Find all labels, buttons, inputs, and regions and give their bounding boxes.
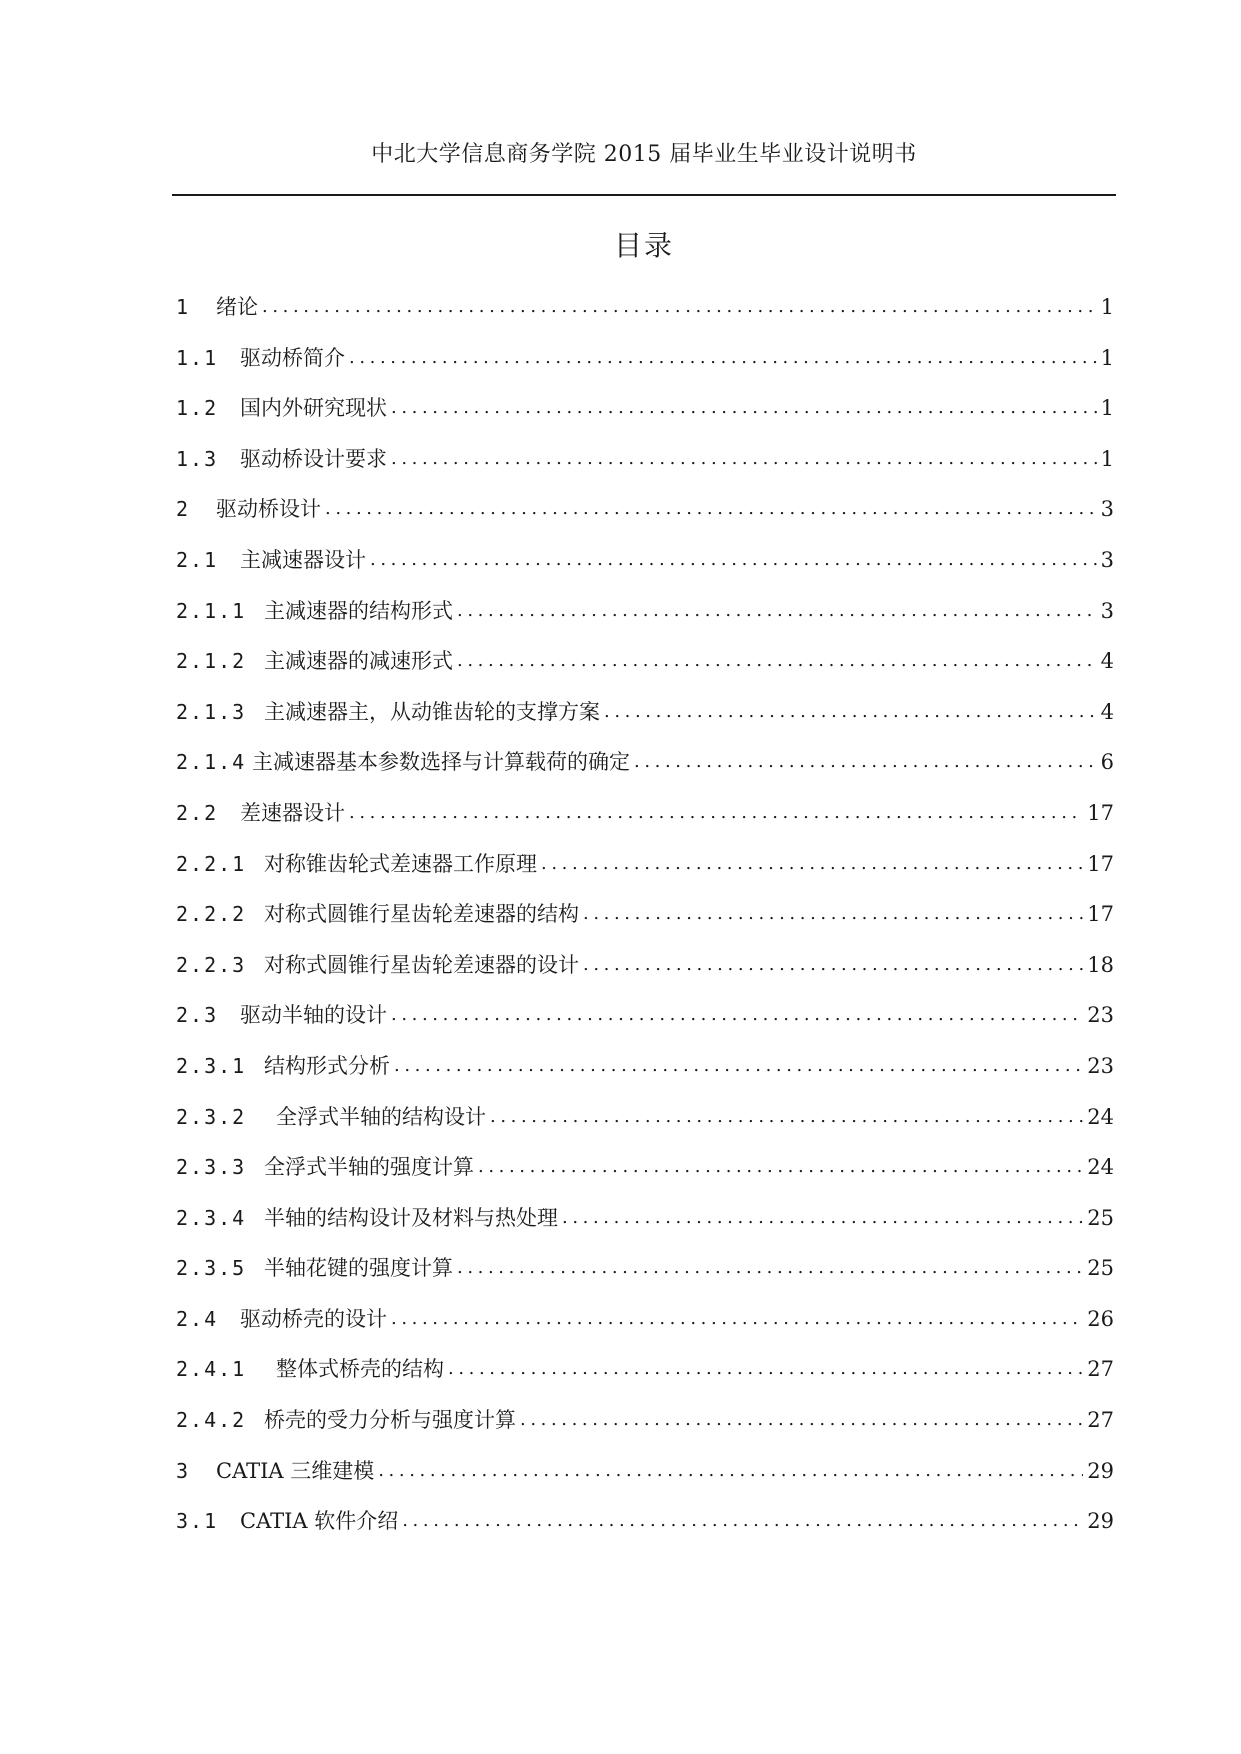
toc-entry-number: 2.3 <box>176 1003 219 1028</box>
toc-entry-number: 2.3.2 <box>176 1104 247 1129</box>
toc-dot-leader <box>634 745 1097 779</box>
toc-entry-title: 半轴花键的强度计算 <box>264 1256 453 1281</box>
toc-entry[interactable] <box>176 695 1114 746</box>
toc-entry-number: 1.2 <box>176 396 219 421</box>
toc-entry[interactable] <box>176 492 1114 543</box>
toc-entry-page: 23 <box>1087 1053 1114 1078</box>
toc-entry[interactable] <box>176 1251 1114 1302</box>
page-header: 中北大学信息商务学院 2015 届毕业生毕业设计说明书 <box>371 142 917 167</box>
toc-entry-page: 3 <box>1100 547 1114 572</box>
toc-dot-leader <box>604 695 1097 729</box>
toc-entry-title: 半轴的结构设计及材料与热处理 <box>264 1205 558 1230</box>
toc-entry[interactable] <box>176 1100 1114 1151</box>
toc-entry-title: 驱动桥设计要求 <box>240 446 387 471</box>
toc-dot-leader <box>520 1403 1083 1437</box>
toc-dot-leader <box>457 1251 1083 1285</box>
toc-entry-page: 3 <box>1100 598 1114 623</box>
toc-entry[interactable] <box>176 745 1114 796</box>
toc-entry-title: 全浮式半轴的强度计算 <box>264 1155 474 1180</box>
toc-entry-title: 主减速器的减速形式 <box>264 649 453 674</box>
toc-entry-title: 绪论 <box>216 295 258 319</box>
toc-entry[interactable] <box>176 1454 1114 1505</box>
toc-entry-number: 2.1.1 <box>176 598 247 623</box>
toc-entry-number: 2.4.1 <box>176 1357 247 1382</box>
toc-entry-number: 2.1.3 <box>176 699 247 724</box>
toc-entry-title: 驱动半轴的设计 <box>240 1003 387 1028</box>
toc-entry-number: 2.3.4 <box>176 1205 247 1230</box>
toc-entry-title: 驱动桥简介 <box>240 345 345 370</box>
toc-entry-page: 4 <box>1100 649 1114 674</box>
toc-entry-number: 2.1.2 <box>176 649 247 674</box>
toc-entry-title: 桥壳的受力分析与强度计算 <box>264 1408 516 1433</box>
toc-entry-title: 国内外研究现状 <box>240 396 387 421</box>
toc-entry-page: 25 <box>1087 1256 1114 1281</box>
toc-entry-title: 整体式桥壳的结构 <box>276 1357 444 1382</box>
toc-dot-leader <box>583 897 1083 931</box>
toc-entry-title: CATIA 三维建模 <box>216 1458 375 1483</box>
toc-entry-number: 2.2.1 <box>176 851 247 876</box>
header-rule <box>172 194 1116 196</box>
toc-dot-leader <box>402 1504 1083 1538</box>
toc-entry-page: 18 <box>1087 952 1114 977</box>
toc-entry-title: 主减速器的结构形式 <box>264 598 453 623</box>
toc-entry-number: 1 <box>176 295 191 319</box>
toc-entry-page: 1 <box>1100 446 1114 471</box>
toc-entry[interactable] <box>176 391 1114 442</box>
toc-entry-page: 1 <box>1100 396 1114 421</box>
toc-entry-page: 23 <box>1087 1003 1114 1028</box>
toc-entry[interactable] <box>176 1049 1114 1100</box>
toc-entry[interactable] <box>176 341 1114 392</box>
toc-entry-title: 对称锥齿轮式差速器工作原理 <box>264 851 537 876</box>
toc-dot-leader <box>349 341 1097 375</box>
toc-entry[interactable] <box>176 543 1114 594</box>
toc-entry-title: 结构形式分析 <box>264 1053 390 1078</box>
toc-entry[interactable] <box>176 847 1114 898</box>
toc-dot-leader <box>391 998 1083 1032</box>
toc-entry[interactable] <box>176 998 1114 1049</box>
toc-dot-leader <box>457 594 1097 628</box>
toc-entry[interactable] <box>176 1302 1114 1353</box>
toc-entry-number: 3 <box>176 1458 191 1483</box>
toc-entry[interactable] <box>176 897 1114 948</box>
toc-entry[interactable] <box>176 1403 1114 1454</box>
toc-dot-leader <box>541 847 1083 881</box>
toc-entry-number: 2.4 <box>176 1306 219 1331</box>
toc-entry-number: 2.4.2 <box>176 1408 247 1433</box>
toc-dot-leader <box>349 796 1083 830</box>
toc-entry[interactable] <box>176 1201 1114 1252</box>
toc-entry[interactable] <box>176 796 1114 847</box>
toc-dot-leader <box>448 1352 1083 1386</box>
toc-entry-number: 1.1 <box>176 345 219 370</box>
toc-entry-page: 17 <box>1087 902 1114 927</box>
toc-entry-title: CATIA 软件介绍 <box>240 1509 399 1534</box>
toc-entry-number: 2.1.4 <box>176 750 247 775</box>
toc-dot-leader <box>391 442 1097 476</box>
toc-dot-leader <box>262 290 1097 324</box>
toc-dot-leader <box>391 391 1097 425</box>
toc-entry-page: 25 <box>1087 1205 1114 1230</box>
toc-entry-title: 差速器设计 <box>240 800 345 825</box>
toc-entry-page: 17 <box>1087 800 1114 825</box>
toc-dot-leader <box>394 1049 1083 1083</box>
toc-entry[interactable] <box>176 948 1114 999</box>
toc-entry-title: 主减速器设计 <box>240 547 366 572</box>
toc-entry-page: 26 <box>1087 1306 1114 1331</box>
toc-entry-number: 1.3 <box>176 446 219 471</box>
toc-entry-number: 2.3.5 <box>176 1256 247 1281</box>
toc-entry-title: 主减速器基本参数选择与计算载荷的确定 <box>252 750 630 775</box>
toc-entry-page: 29 <box>1087 1458 1114 1483</box>
toc-entry[interactable] <box>176 594 1114 645</box>
toc-entry-number: 2.3.3 <box>176 1155 247 1180</box>
toc-entry-title: 驱动桥壳的设计 <box>240 1306 387 1331</box>
toc-entry-number: 2.2.2 <box>176 902 247 927</box>
toc-dot-leader <box>478 1150 1083 1184</box>
toc-entry-number: 2.3.1 <box>176 1053 247 1078</box>
toc-entry-page: 17 <box>1087 851 1114 876</box>
toc-entry[interactable] <box>176 1504 1114 1555</box>
toc-entry-title: 全浮式半轴的结构设计 <box>276 1104 486 1129</box>
toc-dot-leader <box>370 543 1097 577</box>
toc-entry-page: 1 <box>1100 345 1114 370</box>
toc-dot-leader <box>562 1201 1083 1235</box>
toc-entry-title: 驱动桥设计 <box>216 497 321 522</box>
toc-entry[interactable] <box>176 290 1114 341</box>
toc-entry[interactable] <box>176 644 1114 695</box>
toc-entry[interactable] <box>176 1150 1114 1201</box>
toc-entry[interactable] <box>176 1352 1114 1403</box>
toc-entry-title: 主减速器主，从动锥齿轮的支撑方案 <box>264 699 600 724</box>
toc-entry-page: 29 <box>1087 1509 1114 1534</box>
toc-entry-page: 3 <box>1100 497 1114 522</box>
toc-entry-number: 2 <box>176 497 191 522</box>
toc-entry-number: 2.1 <box>176 547 219 572</box>
toc-dot-leader <box>378 1454 1083 1488</box>
toc-entry-number: 3.1 <box>176 1509 219 1534</box>
toc-dot-leader <box>457 644 1097 678</box>
toc-entry-page: 27 <box>1087 1357 1114 1382</box>
toc-entry-title: 对称式圆锥行星齿轮差速器的结构 <box>264 902 579 927</box>
toc-dot-leader <box>325 492 1097 526</box>
toc-entry-page: 6 <box>1100 750 1114 775</box>
toc-entry-number: 2.2.3 <box>176 952 247 977</box>
toc-entry-page: 24 <box>1087 1104 1114 1129</box>
toc-dot-leader <box>583 948 1083 982</box>
toc-entry-page: 4 <box>1100 699 1114 724</box>
toc-entry-number: 2.2 <box>176 800 219 825</box>
table-of-contents <box>176 290 1114 1555</box>
toc-title: 目录 <box>613 229 674 262</box>
toc-entry-page: 24 <box>1087 1155 1114 1180</box>
toc-dot-leader <box>391 1302 1083 1336</box>
toc-dot-leader <box>490 1100 1083 1134</box>
toc-entry-page: 1 <box>1100 295 1114 319</box>
toc-entry[interactable] <box>176 442 1114 493</box>
toc-entry-title: 对称式圆锥行星齿轮差速器的设计 <box>264 952 579 977</box>
toc-entry-page: 27 <box>1087 1408 1114 1433</box>
